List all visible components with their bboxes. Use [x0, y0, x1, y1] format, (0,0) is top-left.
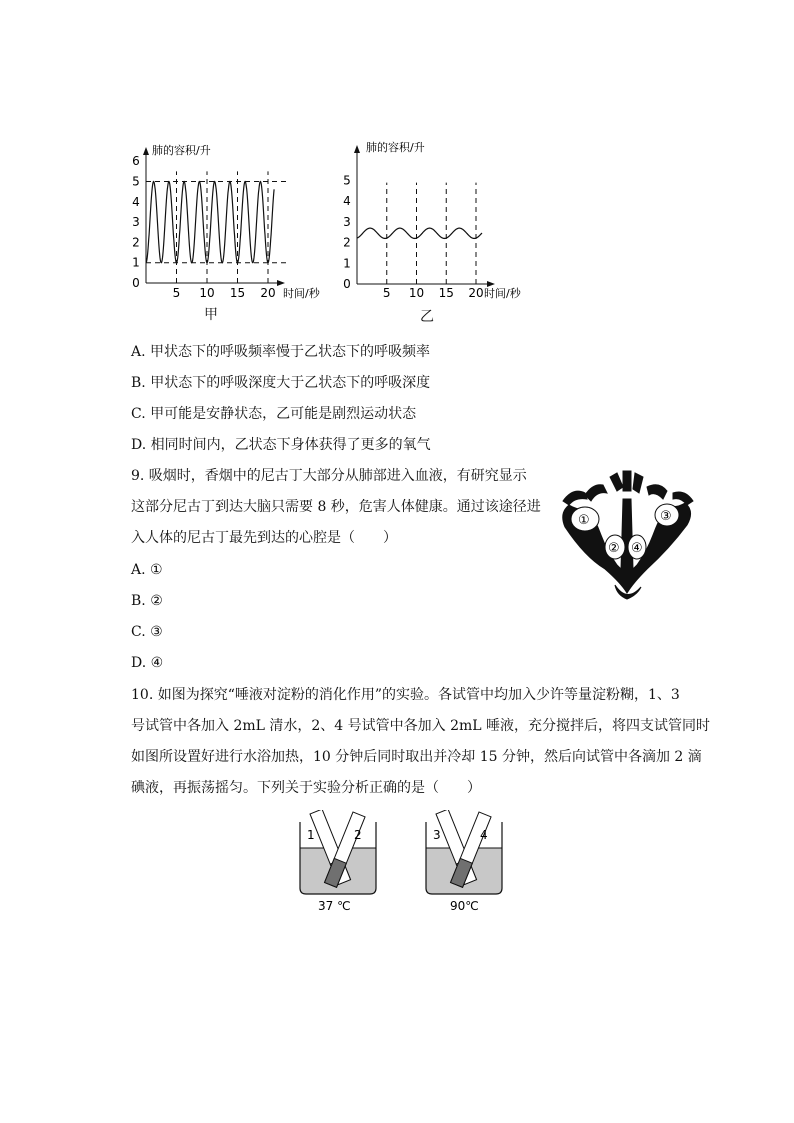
y-tick-label: 0 [343, 277, 351, 291]
y-axis-label: 肺的容积/升 [152, 144, 211, 157]
x-tick-label: 5 [382, 286, 391, 300]
y-tick-label: 4 [343, 194, 351, 209]
beaker-90 [426, 810, 502, 913]
x-axis-arrow [277, 280, 285, 286]
y-axis-arrow [143, 147, 149, 155]
q8-option-c[interactable]: C. 甲可能是安静状态，乙可能是剧烈运动状态 [131, 406, 417, 422]
q9-stem-line-3: 入人体的尼古丁最先到达的心腔是（ ） [131, 530, 397, 546]
x-tick-label: 10 [199, 286, 215, 300]
beaker-37 [300, 810, 376, 913]
q9-stem-line-1: 9. 吸烟时，香烟中的尼古丁大部分从肺部进入血液，有研究显示 [131, 468, 527, 484]
series-line [357, 228, 482, 238]
y-tick-label: 4 [132, 194, 140, 209]
tube-label-1: 1 [307, 828, 315, 842]
y-tick-label: 5 [132, 174, 140, 189]
series-line [146, 182, 274, 263]
x-axis-label: 时间/秒 [484, 287, 521, 300]
beaker-temp-90: 90℃ [450, 899, 479, 913]
lung-volume-charts [0, 0, 794, 330]
x-tick-label: 20 [260, 286, 276, 300]
y-tick-label: 0 [132, 276, 140, 290]
q8-option-d[interactable]: D. 相同时间内，乙状态下身体获得了更多的氧气 [131, 437, 431, 453]
y-tick-label: 3 [132, 215, 140, 230]
tube-label-3: 3 [433, 828, 441, 842]
y-axis-arrow [354, 145, 360, 153]
q10-stem-line-1: 10. 如图为探究“唾液对淀粉的消化作用”的实验。各试管中均加入少许等量淀粉糊，1、3 [131, 687, 680, 703]
beaker-temp-37: 37 ℃ [318, 899, 351, 913]
y-tick-label: 2 [343, 235, 351, 250]
x-tick-label: 15 [438, 286, 454, 300]
heart-diagram [555, 465, 700, 600]
x-tick-label: 20 [468, 286, 484, 300]
heart-label-3: ③ [660, 509, 672, 524]
y-tick-label: 3 [343, 214, 351, 229]
q9-option-d[interactable]: D. ④ [131, 655, 164, 671]
chart-yi [343, 140, 522, 300]
chart-jia [132, 143, 321, 300]
y-tick-label: 5 [343, 173, 351, 188]
q10-stem-line-3: 如图所设置好进行水浴加热，10 分钟后同时取出并冷却 15 分钟，然后向试管中各滴加 2 滴 [131, 749, 702, 765]
x-tick-label: 15 [229, 286, 246, 300]
x-tick-label: 10 [408, 286, 425, 300]
x-tick-label: 5 [172, 286, 181, 300]
q9-option-b[interactable]: B. ② [131, 593, 163, 609]
y-tick-label: 2 [132, 235, 140, 250]
tube-label-4: 4 [480, 828, 488, 842]
y-tick-label: 6 [132, 154, 140, 169]
q9-option-c[interactable]: C. ③ [131, 624, 163, 640]
chart-caption-yi: 乙 [420, 309, 434, 325]
tube-label-2: 2 [354, 828, 362, 842]
q9-option-a[interactable]: A. ① [131, 562, 163, 578]
y-tick-label: 1 [343, 256, 351, 271]
q9-stem-line-2: 这部分尼古丁到达大脑只需要 8 秒，危害人体健康。通过该途径进 [131, 499, 541, 515]
q8-option-b[interactable]: B. 甲状态下的呼吸深度大于乙状态下的呼吸深度 [131, 375, 431, 391]
y-tick-label: 1 [132, 255, 140, 270]
chart-caption-jia: 甲 [204, 307, 218, 323]
heart-label-1: ① [578, 513, 590, 528]
heart-label-4: ④ [631, 541, 643, 556]
x-axis-label: 时间/秒 [283, 287, 320, 300]
q10-stem-line-2: 号试管中各加入 2mL 清水，2、4 号试管中各加入 2mL 唾液，充分搅拌后，将四支试管同时 [131, 718, 711, 734]
heart-label-2: ② [608, 541, 620, 556]
q10-stem-line-4: 碘液，再振荡摇匀。下列关于实验分析正确的是（ ） [131, 780, 481, 796]
water-bath-beakers [290, 810, 510, 920]
y-axis-label: 肺的容积/升 [366, 141, 425, 154]
q8-option-a[interactable]: A. 甲状态下的呼吸频率慢于乙状态下的呼吸频率 [131, 344, 431, 360]
